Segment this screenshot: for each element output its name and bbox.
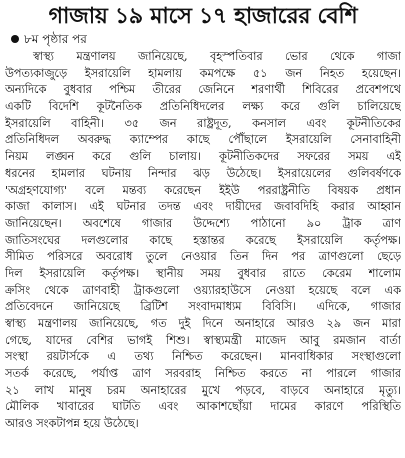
bullet-icon [11, 35, 19, 43]
body-line: সীমিত পরিসরে অবরোধ তুলে নেওয়ার তিন দিন পর ত্রাণগুলো ছেড়ে [5, 249, 401, 264]
body-line: প্রতিনিধিদল অবরুদ্ধ ক্যাম্পের কাছে পৌঁছালে ইসরায়েলি সেনাবাহিনী [5, 132, 401, 147]
article-body [5, 48, 401, 432]
body-line: মৌলিক খাবারের ঘাটতি এবং আকাশছোঁয়া দামের কারণে পরিস্থিতি [5, 399, 401, 414]
body-line: একটি বিদেশি কূটনৈতিক প্রতিনিধিদলের লক্ষ্য করে গুলি চালিয়েছে [5, 99, 401, 114]
body-line: জাতিসংঘের দলগুলোর কাছে হস্তান্তর করেছে ইসরায়েলি কর্তৃপক্ষ। [5, 232, 401, 247]
body-line: ২১ লাখ মানুষ চরম অনাহারের মুখে পড়বে, বাড়বে অনাহারে মৃত্যু। [5, 382, 401, 397]
body-line: 'অগ্রহণযোগ্য' বলে মন্তব্য করেছেন ইইউ পররাষ্ট্রনীতি বিষয়ক প্রধান [5, 182, 401, 197]
continued-from-label: ৮ম পৃষ্ঠার পর [24, 32, 87, 46]
body-line: গেছে, যাদের বেশির ভাগই শিশু। স্বাস্থ্যমন্ত্রী মাজেদ আবু রমজান বার্তা [5, 332, 401, 347]
body-line: সতর্ক করেছে, পর্যাপ্ত ত্রাণ সরবরাহ নিশ্চিত করতে না পারলে গাজার [5, 366, 401, 381]
headline: গাজায় ১৯ মাসে ১৭ হাজারের বেশি [48, 4, 358, 29]
body-line: প্রতিবেদনে জানিয়েছে ব্রিটিশ সংবাদমাধ্যম বিবিসি। এদিকে, গাজার [5, 299, 401, 314]
body-line: অন্যদিকে বুধবার পশ্চিম তীরের জেনিনে শরণার্থী শিবিরের প্রবেশপথে [5, 82, 401, 97]
body-line: ধরনের হামলার ঘটনায় নিন্দার ঝড় উঠেছে। ইসরায়েলের গুলিবর্ষণকে [5, 165, 401, 180]
body-line: কাজা কালাস। এই ঘটনার তদন্ত এবং দায়ীদের জবাবদিহি করার আহ্বান [5, 199, 401, 214]
body-line: উপত্যকাজুড়ে ইসরায়েলি হামলায় কমপক্ষে ৫১ জন নিহত হয়েছেন। [5, 65, 401, 80]
body-line: স্বাস্থ্য মন্ত্রণালয় জানিয়েছে, বৃহস্পতিবার ভোর থেকে গাজা [33, 49, 401, 63]
body-line: ইসরায়েলি বাহিনী। ৩৫ জন রাষ্ট্রদূত, কনসাল এবং কূটনীতিকের [5, 115, 401, 130]
body-line: স্বাস্থ্য মন্ত্রণালয় জানিয়েছে, গত দুই দিনে অনাহারে আরও ২৯ জন মারা [5, 316, 401, 330]
body-line: দিল ইসরায়েলি কর্তৃপক্ষ। স্থানীয় সময় বুধবার রাতে কেরেম শালোম [5, 265, 401, 280]
body-line: সংস্থা রয়টার্সকে এ তথ্য নিশ্চিত করেছেন। মানবাধিকার সংস্থাগুলো [5, 349, 401, 364]
continued-from-note [5, 32, 401, 47]
body-line: জানিয়েছেন। অবশেষে গাজার উদ্দেশ্যে পাঠানো ৯০ ট্রাক ত্রাণ [5, 215, 401, 230]
body-line: ক্রসিং থেকে ত্রাণবাহী ট্রাকগুলো ওয়্যারহাউসে নেওয়া হয়েছে বলে এক [5, 282, 401, 297]
body-line: আরও সংকটাপন্ন হয়ে উঠেছে। [5, 416, 139, 431]
body-line: নিয়ম লঙ্ঘন করে গুলি চালায়। কূটনীতিকদের সফরের সময় এই [5, 149, 401, 164]
